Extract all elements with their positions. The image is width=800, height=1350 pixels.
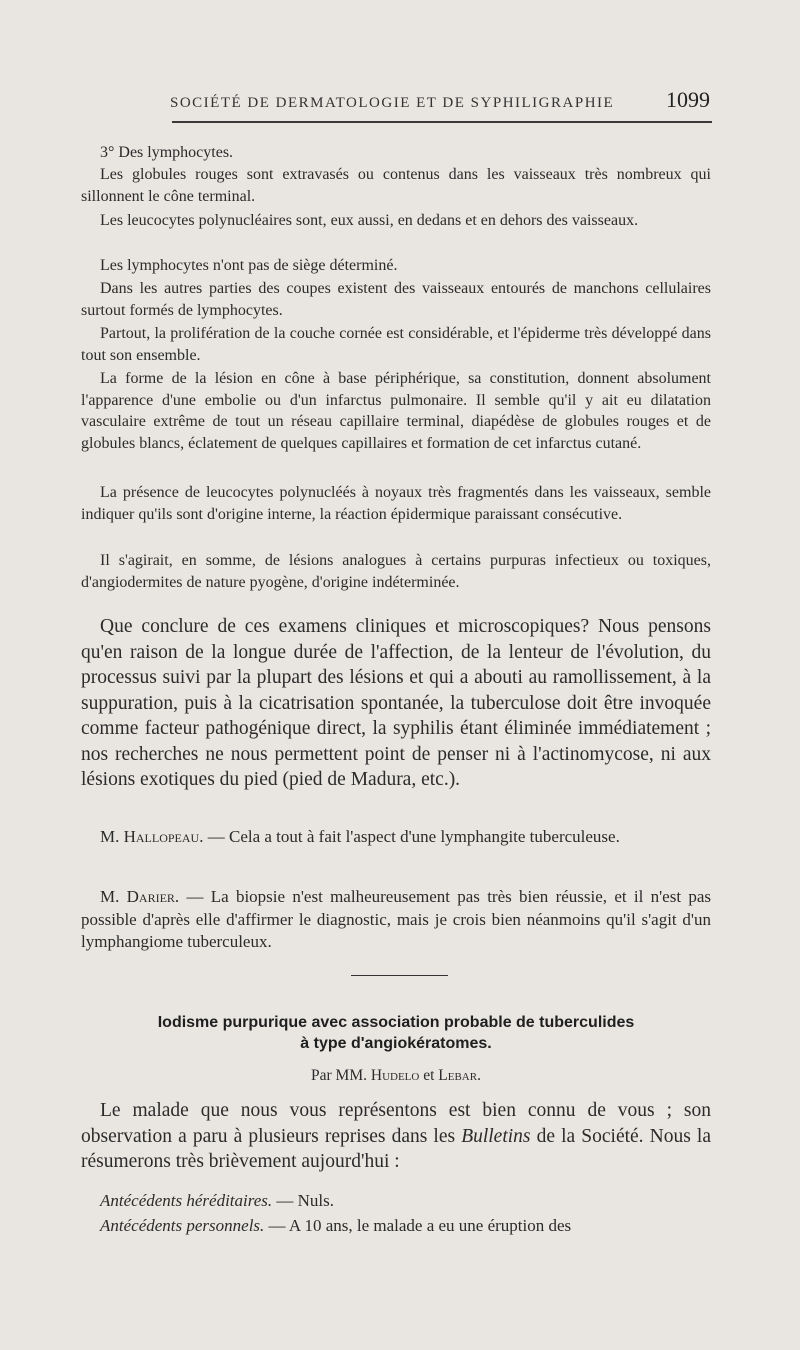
byline-prefix: Par MM. [311,1067,371,1084]
byline-and: et [419,1067,439,1084]
page-number: 1099 [666,87,710,112]
article-title-line1: Iodisme purpurique avec association probable de tuberculides [157,1014,635,1031]
intro-before: Le malade que nous vous représentons est bien connu de vous ; son observation a paru à plusieurs reprises dans les [81,1100,711,1147]
paragraph-lymphocytes-siege: Les lymphocytes n'ont pas de siège déterminé. [100,257,398,274]
paragraph-intro [81,1098,711,1175]
article-title-line2: à type d'angiokératomes. [300,1035,492,1052]
speaker-darier: M. Darier. [100,887,180,906]
running-title: SOCIÉTÉ DE DERMATOLOGIE ET DE SYPHILIGRAPHIE [170,95,615,111]
hallopeau-remark: — Cela a tout à fait l'aspect d'une lymphangite tuberculeuse. [203,827,620,846]
paragraph-proliferation: Partout, la prolifération de la couche cornée est considérable, et l'épiderme très développé dans tout son ensemble. [81,325,711,364]
paragraph-autres-coupes: Dans les autres parties des coupes existent des vaisseaux entourés de manchons cellulaires surtout formés de lymphocytes. [81,280,711,319]
page-header [170,87,710,113]
hereditaires-text: — Nuls. [272,1191,335,1210]
paragraph-globules-rouges: Les globules rouges sont extravasés ou contenus dans les vaisseaux très nombreux qui sillonnent le cône terminal. [81,166,711,205]
byline-end: . [477,1067,481,1084]
discussion-darier [81,886,711,954]
article-byline [81,1066,711,1086]
personnels-label: Antécédents personnels. [100,1216,265,1235]
discussion-hallopeau [81,826,711,849]
paragraph-leucocytes: Les leucocytes polynucléaires sont, eux aussi, en dedans et en dehors des vaisseaux. [100,212,639,229]
intro-after: de la Société. Nous la résumerons très brièvement aujourd'hui : [81,1125,711,1172]
header-rule [172,121,712,123]
antecedents-personnels [81,1215,711,1238]
bulletins-italic: Bulletins [461,1125,531,1147]
speaker-hallopeau: M. Hallopeau. [100,827,204,846]
hereditaires-label: Antécédents héréditaires. [100,1191,273,1210]
paragraph-forme-lesion: La forme de la lésion en cône à base périphérique, sa constitution, donnent absolument l'apparence d'une embolie ou d'un infarctus pulmonaire. Il semble qu'il y ait eu dilatation vasculaire extrême de tout un réseau capillaire terminal, diapédèse de globules rouges et de globules blancs, éclatement de quelques capillaires et formation de cet infarctus cutané. [81,370,711,452]
section-divider [351,975,448,976]
author-hudelo: Hudelo [370,1067,420,1084]
antecedents-hereditaires [81,1190,711,1213]
personnels-text: — A 10 ans, le malade a eu une éruption des [264,1216,572,1235]
author-lebar: Lebar [438,1067,478,1084]
darier-remark: — La biopsie n'est malheureusement pas très bien réussie, et il n'est pas possible d'après elle d'affirmer le diagnostic, mais je crois bien néanmoins qu'il s'agit d'un lymphangiome tuberculeux. [81,887,711,951]
paragraph-conclusion: Que conclure de ces examens cliniques et microscopiques? Nous pensons qu'en raison de la longue durée de l'affection, de la lenteur de l'évolution, du processus suivi par la plupart des lésions et qui a abouti au ramollissement, à la suppuration, puis à la cicatrisation spontanée, la tuberculose doit être invoquée comme facteur pathogénique direct, la syphilis étant éliminée immédiatement ; nos recherches ne nous permettent point de penser ni à l'actinomycose, ni aux lésions exotiques du pied (pied de Madura, etc.). [81,616,711,790]
paragraph-purpuras: Il s'agirait, en somme, de lésions analogues à certains purpuras infectieux ou toxiques, d'angiodermites de nature pyogène, d'origine indéterminée. [81,552,711,591]
article-title [81,1012,711,1054]
paragraph-lymphocytes: 3° Des lymphocytes. [100,144,234,161]
paragraph-presence-leucocytes: La présence de leucocytes polynucléés à noyaux très fragmentés dans les vaisseaux, semble indiquer qu'ils sont d'origine interne, la réaction épidermique paraissant consécutive. [81,484,711,523]
